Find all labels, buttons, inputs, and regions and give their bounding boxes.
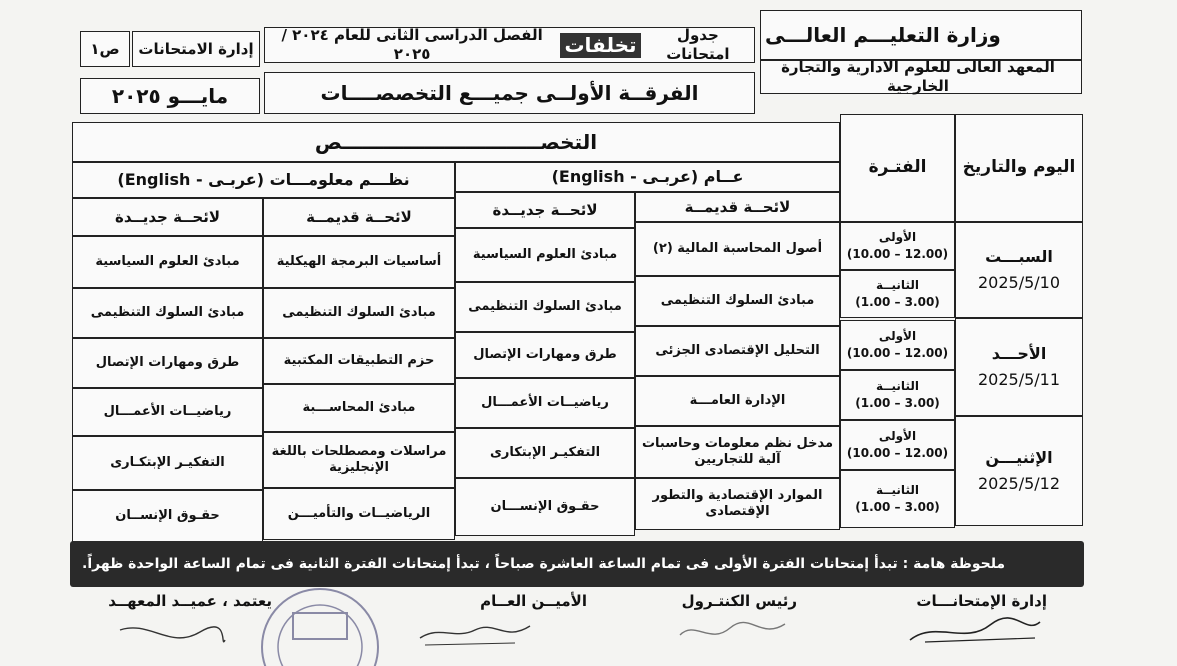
schedule-highlight: تخلفات — [560, 33, 640, 58]
subject-cell: التفكيـر الإبتكـارى — [72, 436, 263, 490]
day-name: الإثنيـــن — [985, 448, 1053, 467]
subject-cell: مبادئ العلوم السياسية — [455, 228, 635, 282]
schedule-prefix: جدول امتحانات — [666, 26, 730, 63]
period-cell — [840, 222, 955, 270]
period-cell — [840, 470, 955, 528]
period-time: (1.00 – 3.00) — [855, 500, 940, 514]
day-date-header: اليوم والتاريخ — [955, 114, 1083, 222]
subject-cell: مراسلات ومصطلحات باللغة الإنجليزية — [263, 432, 455, 488]
subject-cell: مبادئ السلوك التنظيمى — [635, 276, 840, 326]
control-head-signature — [675, 610, 795, 650]
subject-cell: مبادئ السلوك التنظيمى — [455, 282, 635, 332]
info-new-reg-header: لائحــة جديــدة — [72, 198, 263, 236]
day-date: 2025/5/11 — [977, 370, 1061, 389]
period-cell — [840, 320, 955, 370]
semester-label: الفصل الدراسى الثانى للعام ٢٠٢٤ / ٢٠٢٥ — [281, 26, 543, 63]
subject-cell: الرياضيــات والتأميـــن — [263, 488, 455, 540]
general-old-reg-header: لائحــة قديمــة — [635, 192, 840, 222]
day-name: الأحـــد — [991, 344, 1047, 363]
subject-cell: التحليل الإقتصادى الجزئى — [635, 326, 840, 376]
period-time: (10.00 – 12.00) — [846, 346, 949, 360]
month-label: مايـــو ٢٠٢٥ — [80, 78, 260, 114]
period-time: (10.00 – 12.00) — [846, 247, 949, 261]
day-cell — [955, 416, 1083, 526]
general-secretary-signature — [415, 610, 535, 650]
period-cell — [840, 270, 955, 318]
exams-admin-label: إدارة الامتحانات — [132, 31, 260, 67]
subject-cell: مبادئ السلوك التنظيمى — [72, 288, 263, 338]
subject-cell: طرق ومهارات الإتصال — [455, 332, 635, 378]
ministry-label: وزارة التعليـــم العالـــى — [760, 10, 1082, 60]
day-cell — [955, 318, 1083, 416]
day-cell — [955, 222, 1083, 318]
exam-schedule-title — [264, 27, 755, 63]
subject-cell: أساسيات البرمجة الهيكلية — [263, 236, 455, 288]
subject-cell: حقـوق الإنســـان — [455, 478, 635, 536]
page-number: ص١ — [80, 31, 130, 67]
general-new-reg-header: لائحــة جديــدة — [455, 192, 635, 228]
subject-cell: مبادئ المحاســـبة — [263, 384, 455, 432]
dean-signature — [110, 610, 230, 658]
subject-cell: رياضيــات الأعمـــال — [455, 378, 635, 428]
period-name: الثانيــة — [876, 379, 919, 393]
subject-cell: مبادئ السلوك التنظيمى — [263, 288, 455, 338]
info-old-reg-header: لائحــة قديمــة — [263, 198, 455, 236]
subject-cell: حزم التطبيقات المكتبية — [263, 338, 455, 384]
subject-cell: مبادئ العلوم السياسية — [72, 236, 263, 288]
subject-cell: الإدارة العامـــة — [635, 376, 840, 426]
subject-cell: أصول المحاسبة المالية (٢) — [635, 222, 840, 276]
subject-cell: رياضيــات الأعمـــال — [72, 388, 263, 436]
subject-cell: حقـوق الإنســان — [72, 490, 263, 542]
exams-admin-signature — [905, 610, 1045, 650]
period-header: الفتـرة — [840, 114, 955, 222]
exams-admin-signature-title: إدارة الإمتحانـــات — [916, 592, 1047, 610]
general-header: عــام (عربـى - English) — [455, 162, 840, 192]
day-date: 2025/5/10 — [977, 273, 1061, 292]
institute-seal-stamp — [245, 585, 395, 666]
period-cell — [840, 420, 955, 470]
general-secretary-signature-title: الأميــن العــام — [480, 592, 587, 610]
info-systems-header: نظـــم معلومـــات (عربـى - English) — [72, 162, 455, 198]
period-cell — [840, 370, 955, 420]
period-time: (10.00 – 12.00) — [846, 446, 949, 460]
subject-cell: الموارد الإقتصادية والتطور الإقتصادى — [635, 478, 840, 530]
period-name: الأولى — [878, 329, 917, 343]
day-name: السبـــت — [985, 247, 1053, 266]
period-name: الثانيــة — [876, 483, 919, 497]
important-note — [70, 541, 1084, 587]
period-name: الثانيــة — [876, 278, 919, 292]
control-head-signature-title: رئيس الكنتـرول — [681, 592, 797, 610]
period-time: (1.00 – 3.00) — [855, 295, 940, 309]
dean-signature-title: يعتمد ، عميــد المعهــد — [108, 592, 272, 610]
period-time: (1.00 – 3.00) — [855, 396, 940, 410]
period-name: الأولى — [878, 230, 917, 244]
subject-cell: مدخل نظم معلومات وحاسبات آلية للتجاريين — [635, 426, 840, 478]
day-date: 2025/5/12 — [977, 474, 1061, 493]
subject-cell: التفكيـر الإبتكارى — [455, 428, 635, 478]
specialization-header: التخصـــــــــــــــــــــــــــــص — [72, 122, 840, 162]
period-name: الأولى — [878, 429, 917, 443]
note-text: ملحوظة هامة : تبدأ إمتحانات الفترة الأولى فى تمام الساعة العاشرة صباحاً ، تبدأ إمتحانات الفترة الثانية فى تمام الساعة الواحدة ظهراً. — [82, 556, 1006, 572]
subject-cell: طرق ومهارات الإتصال — [72, 338, 263, 388]
institute-label: المعهد العالى للعلوم الادارية والتجارة الخارجية — [760, 60, 1082, 94]
year-level-title: الفرقــة الأولــى جميـــع التخصصــــات — [264, 72, 755, 114]
